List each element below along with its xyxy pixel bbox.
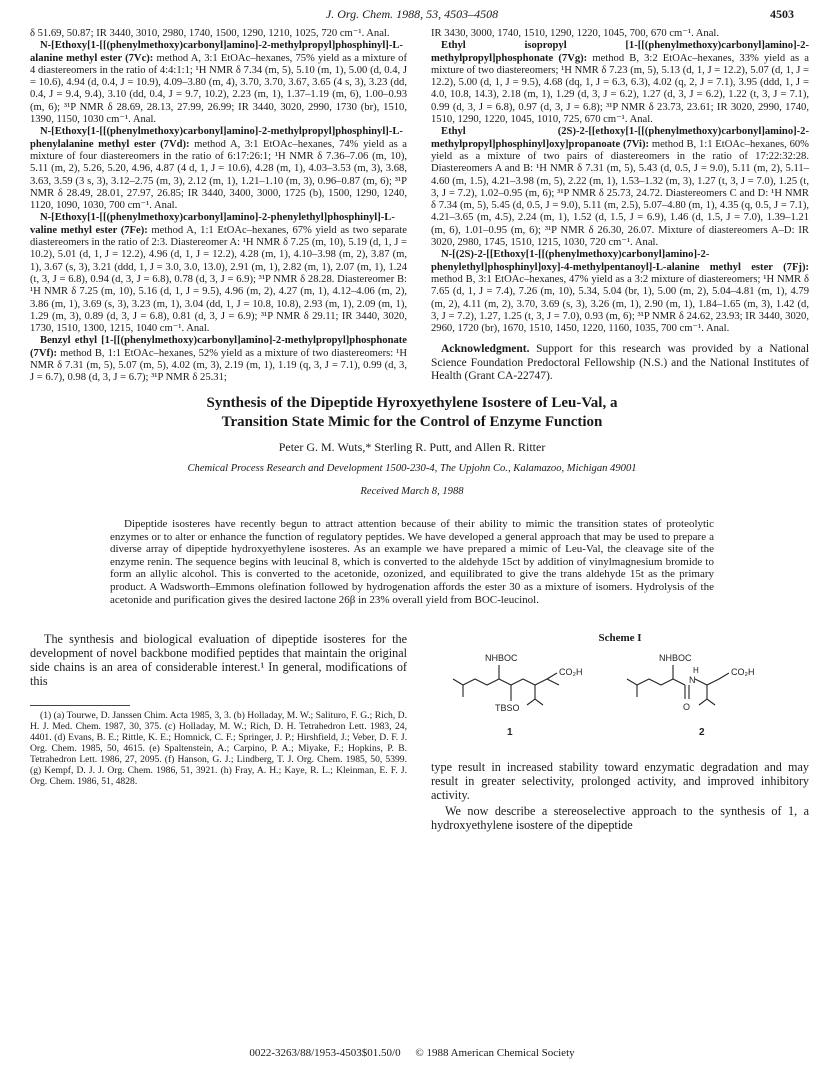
right-experimental-column [431, 28, 809, 384]
footnote-divider [30, 705, 130, 706]
acknowledgment [431, 343, 809, 383]
compound-entry-7vi [431, 126, 809, 249]
isobutyl-chain [453, 679, 559, 685]
isopropyl-ends [527, 699, 543, 705]
body-text: We now describe a stereoselective approach to the synthesis of 1, a hydroxyethylene isostere of the dipeptide [431, 804, 809, 833]
tbso-label: TBSO [495, 703, 520, 713]
left-experimental-column [30, 28, 407, 385]
co2h-label: CO₂H [731, 667, 755, 677]
compound-name: N-[Ethoxy[1-[[(phenylmethoxy)carbonyl]amino]-2-methylpropyl]phosphinyl]-L-alanine methyl ester (7Vc): [30, 40, 403, 64]
structure-2 [627, 665, 729, 705]
compound-number-2: 2 [699, 727, 705, 738]
abstract: Dipeptide isosteres have recently begun to attract attention because of their ability to mimic the transition states of proteolytic enzymes or to alter or enhance the function of regulatory peptides. We have developed a general approach that may be used to prepare a diverse array of dipeptide hydroxyethylene isosteres. As an example we have prepared a mimic of Leu-Val, the cleavage site of the enzyme renin. The sequence begins with leucinal 8, which is converted to the aldehyde 15ct by addition of vinylmagnesium bromide to form an allylic alcohol. This is converted to the acetonide, ozonized, and equilibrated to give the trans aldehyde 15t as the primary product. A Wadsworth–Emmons olefination followed by hydrogenation affords the ester 30 as a mixture of isomers. Hydrolysis of the acetonide and purification gives the desired lactone 26β in 23% overall yield from BOC-leucinol. [110, 518, 714, 606]
received-date: Received March 8, 1988 [360, 486, 464, 497]
scheme-title: Scheme I [598, 632, 642, 644]
copyright: © 1988 American Chemical Society [415, 1047, 575, 1059]
compound-name: N-[Ethoxy[1-[[(phenylmethoxy)carbonyl]amino]-2-methylpropyl]phosphinyl]-L-phenylalanine methyl ester (7Vd): [30, 126, 403, 150]
nhboc-label: NHBOC [659, 653, 692, 663]
acknowledgment-text: Support for this research was provided by a National Science Foundation Predoctoral Fellowship (N.S.) and the National Institutes of Health (Grant CA-22747). [431, 343, 810, 383]
leucine-chain [627, 679, 685, 685]
compound-name: N-[(2S)-2-[[Ethoxy[1-[[(phenylmethoxy)carbonyl]amino]-2-phenylethyl]phosphinyl]oxy]-4-methylpentanoyl]-L-alanine methyl ester (7Fj): [431, 249, 809, 273]
compound-name: Ethyl isopropyl [1-[[(phenylmethoxy)carbonyl]amino]-2-methylpropyl]phosphonate (7Vg): [431, 40, 809, 64]
paragraph: δ 51.69, 50.87; IR 3440, 3010, 2980, 1740, 1500, 1290, 1210, 1025, 720 cm⁻¹. Anal. [30, 28, 390, 39]
page-footer [0, 1047, 824, 1059]
structure-1 [453, 665, 559, 705]
isopropyl-ends [699, 699, 715, 705]
compound-data: method A, 3:1 EtOAc–hexanes, 75% yield as a mixture of 4 diastereomers in the ratio of 4:4:1:1; ¹H NMR δ 7.34 (m, 5), 5.10 (m, 1), 5.00 (d, 0.4, J = 10.6), 4.94 (d, 0.4, J = 10.9), 4.09–3.80 (m, 4), 3.70, 3.70, 3.67, 3.65 (4 s, 3), 3.23 (dd, 0.4, J = 9.4, 9.4), 3.10 (dd, 0.4, J = 9.7, 10.2), 2.23 (m, 1), 1.37–1.19 (m, 6), 1.00–0.93 (m, 6); ³¹P NMR δ 28.69, 28.13, 27.99, 26.99; IR 3440, 3020, 2990, 1730 (br), 1510, 1390, 1150, 1030 cm⁻¹. Anal. [30, 52, 407, 126]
intro-paragraph: The synthesis and biological evaluation of dipeptide isosteres for the development of novel backbone modified peptides that maintain the original side chains is an area of considerable interest.¹ In general, modifications of this [30, 632, 407, 689]
affiliation: Chemical Process Research and Development 1500-230-4, The Upjohn Co., Kalamazoo, Michigan 49001 [187, 463, 637, 474]
article-title [60, 394, 764, 432]
compound-data: method B, 3:2 EtOAc–hexanes, 33% yield as a mixture of two diastereomers; ¹H NMR δ 7.23 (m, 5), 5.13 (d, 1, J = 12.2), 5.07 (d, 1, J = 12.2), 5.00 (d, 1, J = 9.5), 4.68 (dq, 1, J = 6.3, 6.3), 4.02 (q, 2, J = 7.1), 3.95 (ddd, 1, J = 4.0, 10.8, 14.3), 2.18 (m, 1), 1.29 (d, 3, J = 6.2), 1.27 (d, 3, J = 6.2), 1.22 (t, 3, J = 7.1), 0.99 (d, 3, J = 6.8), 0.97 (d, 3, J = 6.8); ³¹P NMR δ 23.73, 23.61; IR 3020, 2990, 1740, 1510, 1290, 1220, 1045, 1010, 725, 670 cm⁻¹. Anal. [431, 52, 809, 126]
title-line: Synthesis of the Dipeptide Hyroxyethylene Isostere of Leu-Val, a [206, 395, 618, 411]
co2h-label: CO₂H [559, 667, 583, 677]
compound-entry-7fj [431, 249, 809, 335]
compound-data: method B, 1:1 EtOAc–hexanes, 52% yield as a mixture of two diastereomers: ¹H NMR δ 7.31 (m, 5), 5.07 (m, 5), 4.02 (m, 3), 2.19 (m, 1), 1.19 (q, 3, J = 7.1), 0.99 (d, 3, J = 6.7), 0.98 (d, 3, J = 6.7); ³¹P NMR δ 25.31; [30, 347, 408, 384]
scheme-i-structures [431, 645, 809, 747]
body-text: type result in increased stability toward enzymatic degradation and may result in greater selectivity, prolonged activity, and improved inhibitory activity. [431, 760, 809, 803]
compound-name: Benzyl ethyl [1-[[(phenylmethoxy)carbonyl]amino]-2-methylpropyl]phosphonate (7Vf): [30, 335, 407, 359]
nhboc-label: NHBOC [485, 653, 518, 663]
article-code: 0022-3263/88/1953-4503$01.50/0 [249, 1047, 401, 1059]
amide-n-label: N [689, 675, 696, 685]
compound-data: method A, 3:1 EtOAc–hexanes, 74% yield as a mixture of four diastereomers in the ratio of 6:17:26:1; ¹H NMR δ 7.36–7.06 (m, 10), 5.11 (m, 2), 5.26, 5.20, 4.96, 4.87 (4 d, 1, J = 10.6), 4.28 (m, 1), 4.03–3.53 (m, 3), 3.68, 3.63, 3.59 (3 s, 3), 3.12–2.75 (m, 3), 2.12 (m, 1), 1.21–1.10 (m, 3), 0.96–0.87 (m, 6); ³¹P NMR δ 28.49, 28.01, 27.97, 26.85; IR 3440, 3400, 3000, 1725 (b), 1500, 1290, 1240, 1120, 1090, 1030, 700 cm⁻¹. Anal. [30, 138, 407, 212]
compound-data: method A, 1:1 EtOAc–hexanes, 67% yield as two separate diastereomers in the ratio of 2:3. Diastereomer A: ¹H NMR δ 7.25 (m, 10), 5.19 (d, 1, J = 10.2), 5.01 (d, 1, J = 12.2), 4.96 (d, 1, J = 12.2), 4.28 (m, 1), 4.10–3.98 (m, 2), 3.87 (m, 1), 3.67 (s, 3), 3.21 (ddd, 1, J = 3.0, 3.0, 13.0), 2.91 (m, 1), 2.82 (m, 1), 2.07 (m, 1), 1.24 (t, 3, J = 6.8), 0.94 (d, 3, J = 6.8), 0.78 (d, 3, J = 6.9); ³¹P NMR δ 28.28. Diastereomer B: ¹H NMR δ 7.25 (m, 10), 5.16 (d, 1, J = 9.5), 4.96 (m, 2), 4.27 (m, 1), 4.12–4.06 (m, 2), 3.86 (m, 1), 3.69 (s, 3), 3.23 (m, 1), 3.04 (dd, 1, J = 10.8, 10.8), 2.93 (m, 1), 2.09 (m, 1), 1.29 (m, 3), 0.89 (d, 3, J = 6.8), 0.81 (d, 3, J = 6.9); ³¹P NMR δ 29.11; IR 3440, 3020, 1730, 1510, 1300, 1215, 1040 cm⁻¹. Anal. [30, 224, 407, 335]
compound-entry-7fe [30, 212, 407, 335]
acid-bond [547, 673, 557, 679]
carbonyl-o-label: O [683, 702, 691, 712]
title-line: Transition State Mimic for the Control of Enzyme Function [221, 414, 603, 430]
compound-name: Ethyl (2S)-2-[[ethoxy[1-[[(phenylmethoxy)carbonyl]amino]-2-methylpropyl]phosphinyl]oxy]propanoate (7Vi): [431, 126, 809, 150]
valine-chain [695, 673, 729, 685]
compound-entry-7vf [30, 335, 407, 384]
journal-citation: J. Org. Chem. 1988, 53, 4503–4508 [325, 7, 499, 21]
compound-entry-7vd [30, 126, 407, 212]
amide-h-label: H [693, 666, 699, 675]
compound-name: N-[Ethoxy[1-[[(phenylmethoxy)carbonyl]amino]-2-phenylethyl]phosphinyl]-L-valine methyl ester (7Fe): [30, 212, 395, 236]
acknowledgment-heading: Acknowledgment. [441, 343, 530, 356]
authors: Peter G. M. Wuts,* Sterling R. Putt, and Allen R. Ritter [278, 440, 546, 454]
compound-entry-7vc [30, 40, 407, 126]
running-header [0, 7, 824, 27]
compound-entry-7vg [431, 40, 809, 126]
compound-data: method B, 1:1 EtOAc–hexanes, 60% yield as a mixture of two pairs of diastereomers in the ratio of 17:22:32:28. Diastereomers A and B: ¹H NMR δ 7.31 (m, 5), 5.43 (d, 0.5, J = 9.0), 5.11 (m, 2), 5.11–4.60 (m, 1.5), 4.21–3.98 (m, 5), 2.22 (m, 1), 1.53–1.32 (m, 3), 1.27 (t, 3, J = 7.0), 1.25 (t, 3, J = 7.2), 1.02–0.95 (m, 6); ³¹P NMR δ 25.73, 24.72. Diastereomers C and D: ¹H NMR δ 7.34 (m, 5), 5.45 (d, 0.5, J = 9.0), 5.11 (m, 2.5), 5.07–4.80 (m, 1), 4.35 (q, 0.5, J = 7.1), 4.21–3.65 (m, 4.5), 2.24 (m, 1), 1.52 (d, 1.5, J = 6.9), 1.46 (d, 1.5, J = 7.0), 1.39–1.21 (m, 6), 1.01–0.95 (m, 6); ³¹P NMR δ 26.30, 26.07. Mixture of diastereomers A–D: IR 3020, 2980, 1745, 1510, 1215, 1030, 720 cm⁻¹. Anal. [431, 138, 809, 249]
footnote: (1) (a) Tourwe, D. Janssen Chim. Acta 1985, 3, 3. (b) Holladay, M. W.; Salituro, F. G.; Rich, D. H. J. Med. Chem. 1987, 30, 375. (c) Holladay, M. W.; Rich, D. H. Tetrahedron Lett. 1983, 24, 4401. (d) Evans, B. E.; Rittle, K. E.; Homnick, C. F.; Springer, J. P.; Hirshfield, J.; Veber, D. F. J. Org. Chem. 1985, 50, 4615. (e) Spaltenstein, A.; Carpino, P. A.; Miyake, F.; Hopkins, P. B. Tetrahedron Lett. 1986, 27, 2095. (f) Hanson, G. J.; Lindberg, T. J. Org. Chem. 1985, 50, 5399. (g) Kempf, D. J. J. Org. Chem. 1986, 51, 3921. (h) Fray, A. H.; Kaye, R. L.; Kleinman, E. F. J. Org. Chem. 1986, 51, 4828. [30, 710, 407, 787]
compound-number-1: 1 [507, 727, 513, 738]
page-number: 4503 [770, 7, 794, 21]
paragraph: IR 3430, 3000, 1740, 1510, 1290, 1220, 1045, 700, 670 cm⁻¹. Anal. [431, 28, 720, 39]
compound-data: method B, 3:1 EtOAc–hexanes, 47% yield as a 3:2 mixture of diastereomers; ¹H NMR δ 7.65 (d, 1, J = 7.4), 7.26 (m, 10), 5.34, 5.04 (br, 1), 5.00 (m, 2), 5.04–4.81 (m, 1), 4.79 (m, 2), 4.11 (m, 2), 3.70, 3.69 (s, 3), 3.26 (m, 1), 2.90 (m, 1), 1.84–1.65 (m, 3), 1.42 (d, 3, J = 7.2), 1.27, 1.25 (t, 3, J = 7.0), 0.93 (m, 6); ³¹P NMR δ 24.62, 23.93; IR 3440, 3020, 2960, 1720 (br), 1670, 1510, 1450, 1220, 1160, 1035, 700 cm⁻¹. Anal. [431, 273, 809, 335]
